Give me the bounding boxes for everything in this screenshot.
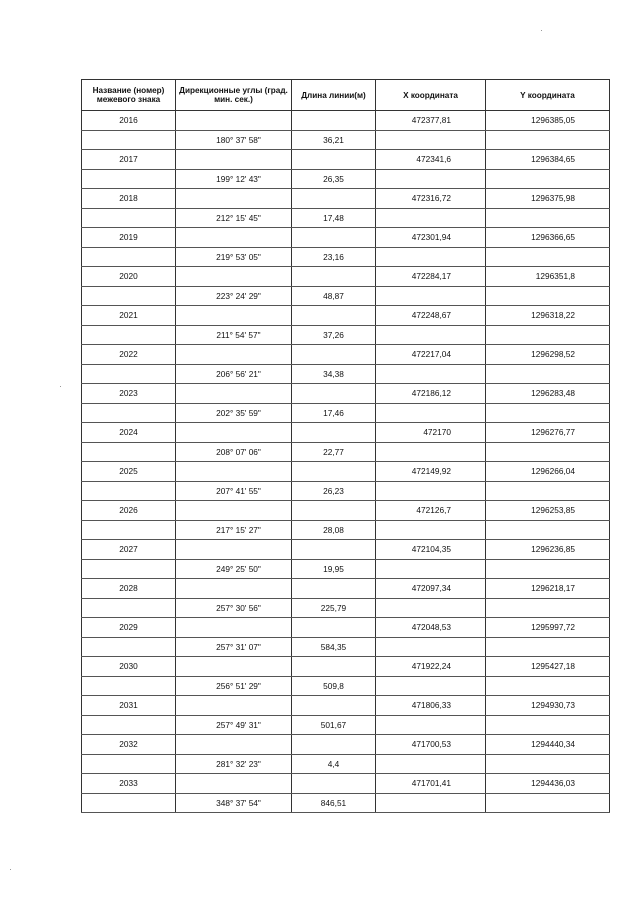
segment-row [82, 676, 610, 696]
line-length-cell: 19,95 [292, 559, 376, 579]
empty-cell [82, 286, 176, 306]
empty-cell [486, 364, 610, 384]
empty-cell [82, 676, 176, 696]
header-row [82, 80, 610, 111]
header-line-length: Длина линии(м) [292, 80, 376, 111]
empty-cell [82, 364, 176, 384]
y-coordinate-cell: 1296253,85 [486, 501, 610, 521]
segment-row [82, 598, 610, 618]
empty-cell [376, 208, 486, 228]
point-name-cell: 2019 [82, 228, 176, 248]
x-coordinate-cell: 472097,34 [376, 579, 486, 599]
empty-cell [176, 189, 292, 209]
line-length-cell: 28,08 [292, 520, 376, 540]
line-length-cell: 22,77 [292, 442, 376, 462]
point-name-cell: 2029 [82, 618, 176, 638]
empty-cell [292, 501, 376, 521]
point-row [82, 189, 610, 209]
y-coordinate-cell: 1296283,48 [486, 384, 610, 404]
empty-cell [376, 637, 486, 657]
empty-cell [486, 481, 610, 501]
empty-cell [486, 247, 610, 267]
segment-row [82, 130, 610, 150]
direction-angle-cell: 212° 15' 45" [176, 208, 292, 228]
segment-row [82, 325, 610, 345]
x-coordinate-cell: 472048,53 [376, 618, 486, 638]
segment-row [82, 481, 610, 501]
empty-cell [176, 111, 292, 131]
empty-cell [376, 559, 486, 579]
empty-cell [376, 754, 486, 774]
empty-cell [292, 696, 376, 716]
line-length-cell: 509,8 [292, 676, 376, 696]
y-coordinate-cell: 1296375,98 [486, 189, 610, 209]
point-row [82, 267, 610, 287]
empty-cell [292, 150, 376, 170]
empty-cell [82, 403, 176, 423]
empty-cell [82, 169, 176, 189]
x-coordinate-cell: 471806,33 [376, 696, 486, 716]
empty-cell [82, 793, 176, 813]
empty-cell [486, 286, 610, 306]
x-coordinate-cell: 472316,72 [376, 189, 486, 209]
y-coordinate-cell: 1295997,72 [486, 618, 610, 638]
point-name-cell: 2031 [82, 696, 176, 716]
segment-row [82, 559, 610, 579]
y-coordinate-cell: 1296298,52 [486, 345, 610, 365]
empty-cell [176, 540, 292, 560]
empty-cell [82, 715, 176, 735]
empty-cell [176, 774, 292, 794]
y-coordinate-cell: 1296236,85 [486, 540, 610, 560]
direction-angle-cell: 199° 12' 43" [176, 169, 292, 189]
empty-cell [176, 696, 292, 716]
point-row [82, 735, 610, 755]
x-coordinate-cell: 472186,12 [376, 384, 486, 404]
empty-cell [292, 657, 376, 677]
line-length-cell: 501,67 [292, 715, 376, 735]
segment-row [82, 754, 610, 774]
empty-cell [176, 150, 292, 170]
point-row [82, 111, 610, 131]
line-length-cell: 846,51 [292, 793, 376, 813]
segment-row [82, 208, 610, 228]
direction-angle-cell: 207° 41' 55" [176, 481, 292, 501]
direction-angle-cell: 256° 51' 29" [176, 676, 292, 696]
direction-angle-cell: 257° 49' 31" [176, 715, 292, 735]
direction-angle-cell: 257° 31' 07" [176, 637, 292, 657]
point-name-cell: 2018 [82, 189, 176, 209]
empty-cell [176, 423, 292, 443]
empty-cell [376, 442, 486, 462]
point-row [82, 462, 610, 482]
empty-cell [376, 286, 486, 306]
line-length-cell: 37,26 [292, 325, 376, 345]
segment-row [82, 715, 610, 735]
empty-cell [486, 637, 610, 657]
y-coordinate-cell: 1296351,8 [486, 267, 610, 287]
table-header [82, 80, 610, 111]
empty-cell [376, 130, 486, 150]
empty-cell [292, 189, 376, 209]
x-coordinate-cell: 472284,17 [376, 267, 486, 287]
point-row [82, 306, 610, 326]
segment-row [82, 520, 610, 540]
y-coordinate-cell: 1296276,77 [486, 423, 610, 443]
line-length-cell: 36,21 [292, 130, 376, 150]
point-row [82, 657, 610, 677]
empty-cell [292, 306, 376, 326]
point-row [82, 384, 610, 404]
point-name-cell: 2030 [82, 657, 176, 677]
empty-cell [486, 520, 610, 540]
empty-cell [176, 618, 292, 638]
boundary-coordinates-table [81, 79, 610, 813]
header-point-name: Название (номер) межевого знака [82, 80, 176, 111]
direction-angle-cell: 257° 30' 56" [176, 598, 292, 618]
empty-cell [376, 793, 486, 813]
empty-cell [292, 384, 376, 404]
y-coordinate-cell: 1296266,04 [486, 462, 610, 482]
empty-cell [292, 540, 376, 560]
point-row [82, 423, 610, 443]
line-length-cell: 26,35 [292, 169, 376, 189]
direction-angle-cell: 249° 25' 50" [176, 559, 292, 579]
y-coordinate-cell: 1296384,65 [486, 150, 610, 170]
point-name-cell: 2027 [82, 540, 176, 560]
empty-cell [176, 228, 292, 248]
point-row [82, 774, 610, 794]
empty-cell [82, 442, 176, 462]
empty-cell [486, 754, 610, 774]
empty-cell [486, 676, 610, 696]
y-coordinate-cell: 1296318,22 [486, 306, 610, 326]
y-coordinate-cell: 1294436,03 [486, 774, 610, 794]
line-length-cell: 23,16 [292, 247, 376, 267]
point-row [82, 228, 610, 248]
empty-cell [292, 345, 376, 365]
point-name-cell: 2022 [82, 345, 176, 365]
point-name-cell: 2028 [82, 579, 176, 599]
direction-angle-cell: 211° 54' 57" [176, 325, 292, 345]
scan-speck [541, 30, 542, 31]
point-name-cell: 2032 [82, 735, 176, 755]
empty-cell [486, 130, 610, 150]
point-row [82, 618, 610, 638]
empty-cell [176, 306, 292, 326]
empty-cell [292, 618, 376, 638]
direction-angle-cell: 281° 32' 23" [176, 754, 292, 774]
empty-cell [376, 481, 486, 501]
direction-angle-cell: 217° 15' 27" [176, 520, 292, 540]
point-row [82, 501, 610, 521]
empty-cell [82, 559, 176, 579]
empty-cell [486, 442, 610, 462]
x-coordinate-cell: 472377,81 [376, 111, 486, 131]
empty-cell [376, 325, 486, 345]
segment-row [82, 364, 610, 384]
segment-row [82, 286, 610, 306]
point-name-cell: 2033 [82, 774, 176, 794]
empty-cell [176, 345, 292, 365]
line-length-cell: 17,46 [292, 403, 376, 423]
header-direction-angle: Дирекционные углы (град. мин. сек.) [176, 80, 292, 111]
x-coordinate-cell: 472149,92 [376, 462, 486, 482]
x-coordinate-cell: 472248,67 [376, 306, 486, 326]
empty-cell [292, 774, 376, 794]
y-coordinate-cell: 1294930,73 [486, 696, 610, 716]
empty-cell [82, 598, 176, 618]
point-row [82, 696, 610, 716]
x-coordinate-cell: 472217,04 [376, 345, 486, 365]
point-name-cell: 2020 [82, 267, 176, 287]
x-coordinate-cell: 472301,94 [376, 228, 486, 248]
empty-cell [176, 501, 292, 521]
empty-cell [82, 637, 176, 657]
direction-angle-cell: 348° 37' 54" [176, 793, 292, 813]
line-length-cell: 4,4 [292, 754, 376, 774]
segment-row [82, 637, 610, 657]
empty-cell [82, 754, 176, 774]
y-coordinate-cell: 1296385,05 [486, 111, 610, 131]
point-row [82, 579, 610, 599]
empty-cell [486, 208, 610, 228]
empty-cell [292, 423, 376, 443]
empty-cell [486, 793, 610, 813]
x-coordinate-cell: 471922,24 [376, 657, 486, 677]
scan-speck [10, 869, 11, 870]
line-length-cell: 48,87 [292, 286, 376, 306]
empty-cell [376, 676, 486, 696]
point-name-cell: 2017 [82, 150, 176, 170]
empty-cell [486, 403, 610, 423]
empty-cell [486, 598, 610, 618]
empty-cell [292, 735, 376, 755]
direction-angle-cell: 206° 56' 21" [176, 364, 292, 384]
segment-row [82, 442, 610, 462]
empty-cell [82, 325, 176, 345]
point-name-cell: 2023 [82, 384, 176, 404]
point-row [82, 150, 610, 170]
segment-row [82, 403, 610, 423]
empty-cell [292, 579, 376, 599]
empty-cell [486, 169, 610, 189]
x-coordinate-cell: 471701,41 [376, 774, 486, 794]
x-coordinate-cell: 472104,35 [376, 540, 486, 560]
empty-cell [292, 111, 376, 131]
empty-cell [376, 598, 486, 618]
empty-cell [376, 169, 486, 189]
line-length-cell: 34,38 [292, 364, 376, 384]
empty-cell [82, 208, 176, 228]
segment-row [82, 247, 610, 267]
direction-angle-cell: 223° 24' 29" [176, 286, 292, 306]
x-coordinate-cell: 472126,7 [376, 501, 486, 521]
empty-cell [82, 247, 176, 267]
direction-angle-cell: 208° 07' 06" [176, 442, 292, 462]
x-coordinate-cell: 472341,6 [376, 150, 486, 170]
y-coordinate-cell: 1296366,65 [486, 228, 610, 248]
x-coordinate-cell: 471700,53 [376, 735, 486, 755]
point-name-cell: 2026 [82, 501, 176, 521]
empty-cell [176, 462, 292, 482]
empty-cell [292, 228, 376, 248]
point-name-cell: 2025 [82, 462, 176, 482]
x-coordinate-cell: 472170 [376, 423, 486, 443]
line-length-cell: 17,48 [292, 208, 376, 228]
empty-cell [176, 267, 292, 287]
empty-cell [176, 657, 292, 677]
line-length-cell: 225,79 [292, 598, 376, 618]
empty-cell [176, 735, 292, 755]
empty-cell [292, 267, 376, 287]
line-length-cell: 26,23 [292, 481, 376, 501]
point-row [82, 540, 610, 560]
point-name-cell: 2021 [82, 306, 176, 326]
empty-cell [376, 247, 486, 267]
point-name-cell: 2016 [82, 111, 176, 131]
point-row [82, 345, 610, 365]
scan-speck [60, 386, 61, 387]
direction-angle-cell: 219° 53' 05" [176, 247, 292, 267]
y-coordinate-cell: 1295427,18 [486, 657, 610, 677]
header-x-coordinate: X координата [376, 80, 486, 111]
empty-cell [292, 462, 376, 482]
empty-cell [376, 715, 486, 735]
table-body [82, 111, 610, 813]
header-y-coordinate: Y координата [486, 80, 610, 111]
point-name-cell: 2024 [82, 423, 176, 443]
line-length-cell: 584,35 [292, 637, 376, 657]
empty-cell [376, 520, 486, 540]
empty-cell [82, 481, 176, 501]
empty-cell [82, 130, 176, 150]
empty-cell [486, 559, 610, 579]
empty-cell [176, 384, 292, 404]
empty-cell [376, 364, 486, 384]
segment-row [82, 793, 610, 813]
direction-angle-cell: 202° 35' 59" [176, 403, 292, 423]
segment-row [82, 169, 610, 189]
direction-angle-cell: 180° 37' 58" [176, 130, 292, 150]
y-coordinate-cell: 1294440,34 [486, 735, 610, 755]
y-coordinate-cell: 1296218,17 [486, 579, 610, 599]
empty-cell [176, 579, 292, 599]
empty-cell [486, 715, 610, 735]
empty-cell [82, 520, 176, 540]
empty-cell [486, 325, 610, 345]
empty-cell [376, 403, 486, 423]
